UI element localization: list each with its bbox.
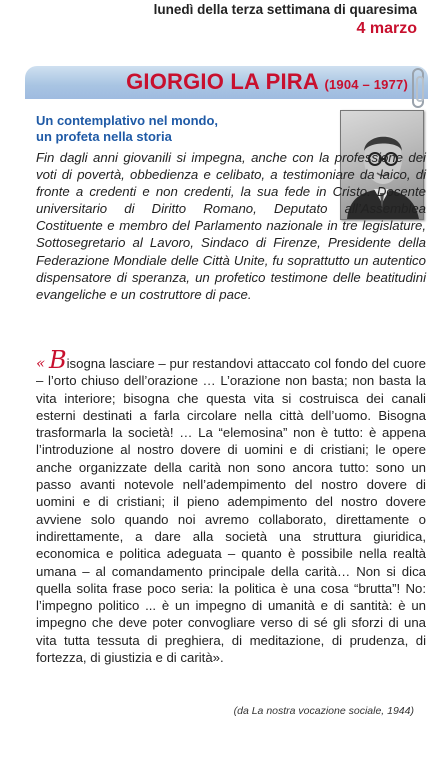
biography: Fin dagli anni giovanili si impegna, anche con la professione dei voti di povertà, obbedienza e celibato, a testimoniare da laico, di fronte a credenti e non credenti, la sua fede in Cristo. Docente universitario di Diritto Romano, Deputato all’Assemblea Costituente e membro del Parlamento nazionale in tre legislature, Sottosegretario al Lavoro, Sindaco di Firenze, Presidente della Federazione Mondiale delle Città Unite, fu soprattutto un autentico dispensatore di speranza, un profetico testimone delle beatitudini evangeliche e un costruttore di pace.	[36, 150, 426, 302]
title-banner	[25, 66, 428, 99]
quote-source: (da La nostra vocazione sociale, 1944)	[233, 705, 414, 717]
paperclip-icon	[412, 68, 424, 108]
subtitle	[36, 113, 336, 145]
quote-text: isogna lasciare – pur restandovi attaccato col fondo del cuore – l’orto chiuso dell’orazione … L’orazione non basta; non basta la vita interiore; bisogna che questa vita si costruisca dei canali esterni destinati a farla circolare nella città dell’uomo. Bisogna trasformarla la società! … La “elemosina” non è tutto: è appena l’introduzione al nostro dovere di uomini e di cristiani; le opere anche organizzate della carità non sono ancora tutto: sono un passo avanti notevole nell’adempimento del nostro dovere di uomini e di cristiani; il pieno adempimento del nostro dovere avviene solo quando noi avremo collaborato, direttamente o indirettamente, a dare alla società una struttura giuridica, economica e politica adeguata – quanto è possibile nella realtà umana – al comandamento principale della carità… Non si dica quella solita frase poco seria: la politica è una cosa “brutta”! No: l’impegno politico ... è un impegno di umanità e di santità: è un impegno che deve poter convogliare verso di sé gli sforzi di una vita tutta tessuta di preghiera, di meditazione, di prudenza, di fortezza, di giustizia e di carità».	[36, 356, 426, 666]
quote-initial: B	[48, 346, 67, 374]
subtitle-line-1: Un contemplativo nel mondo,	[36, 113, 219, 128]
opening-quote-mark: «	[36, 354, 46, 372]
person-name	[126, 69, 408, 95]
quote-block	[36, 346, 426, 666]
person-name-text: GIORGIO LA PIRA	[126, 69, 319, 94]
subtitle-line-2: un profeta nella storia	[36, 129, 172, 144]
liturgical-day: lunedì della terza settimana di quaresima	[153, 2, 417, 17]
date: 4 marzo	[356, 20, 417, 37]
life-years: (1904 – 1977)	[324, 77, 408, 92]
